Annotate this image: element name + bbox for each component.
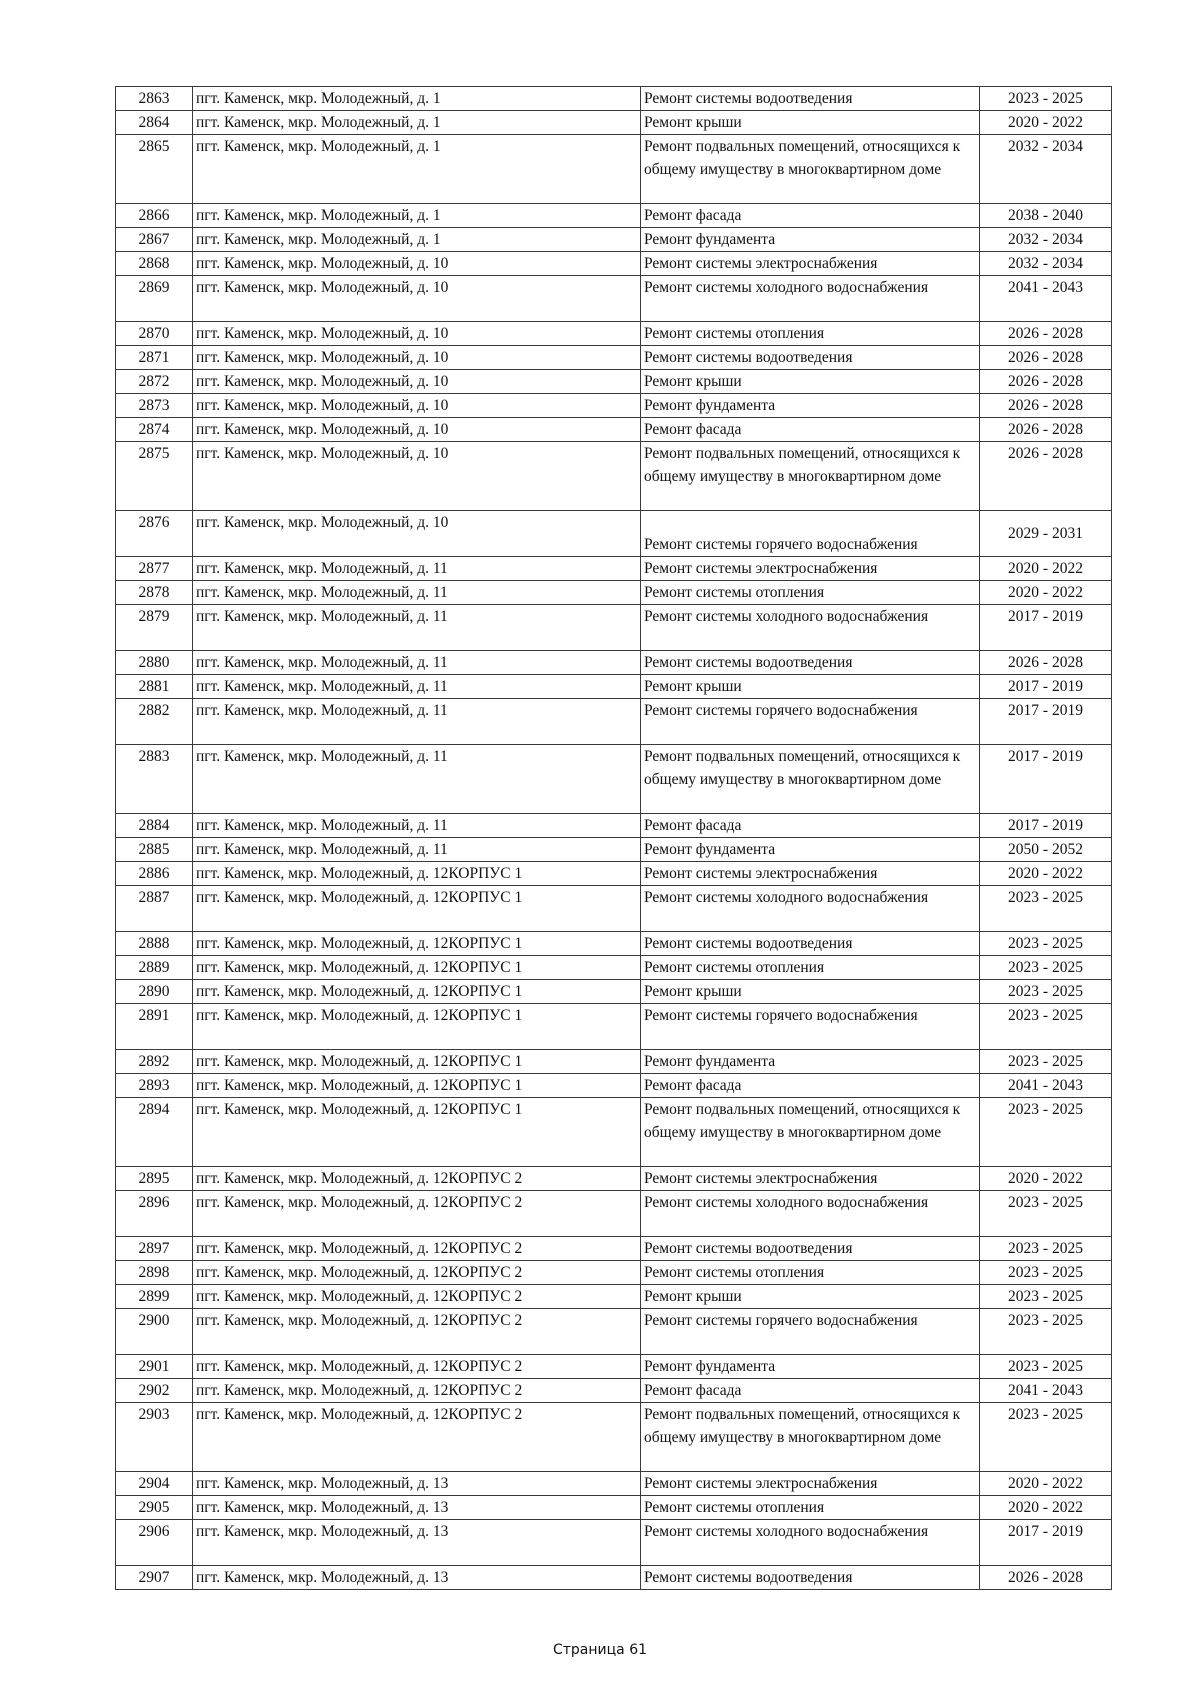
- address-cell: пгт. Каменск, мкр. Молодежный, д. 10: [193, 322, 641, 346]
- row-number-cell: 2901: [116, 1355, 193, 1379]
- address-cell: пгт. Каменск, мкр. Молодежный, д. 12КОРПУС 1: [193, 862, 641, 886]
- work-type-cell: Ремонт фундамента: [641, 1050, 980, 1074]
- period-cell: 2020 - 2022: [980, 581, 1112, 605]
- address-cell: пгт. Каменск, мкр. Молодежный, д. 12КОРПУС 1: [193, 1004, 641, 1050]
- table-row: [116, 1237, 1112, 1261]
- table-row: [116, 1285, 1112, 1309]
- address-cell: пгт. Каменск, мкр. Молодежный, д. 1: [193, 111, 641, 135]
- period-cell: 2023 - 2025: [980, 1237, 1112, 1261]
- table-row: [116, 745, 1112, 814]
- address-cell: пгт. Каменск, мкр. Молодежный, д. 12КОРПУС 2: [193, 1261, 641, 1285]
- work-type-cell: Ремонт системы отопления: [641, 1261, 980, 1285]
- work-type-cell: Ремонт системы холодного водоснабжения: [641, 605, 980, 651]
- address-cell: пгт. Каменск, мкр. Молодежный, д. 10: [193, 252, 641, 276]
- period-cell: 2017 - 2019: [980, 1520, 1112, 1566]
- address-cell: пгт. Каменск, мкр. Молодежный, д. 12КОРПУС 1: [193, 932, 641, 956]
- work-type-cell: Ремонт системы электроснабжения: [641, 862, 980, 886]
- work-type-cell: Ремонт подвальных помещений, относящихся к общему имуществу в многоквартирном доме: [641, 1403, 980, 1472]
- table-row: [116, 511, 1112, 557]
- work-type-cell: Ремонт системы холодного водоснабжения: [641, 1191, 980, 1237]
- period-cell: 2023 - 2025: [980, 956, 1112, 980]
- row-number-cell: 2864: [116, 111, 193, 135]
- table-row: [116, 87, 1112, 111]
- work-type-cell: Ремонт подвальных помещений, относящихся к общему имуществу в многоквартирном доме: [641, 745, 980, 814]
- row-number-cell: 2907: [116, 1566, 193, 1590]
- work-type-cell: Ремонт системы электроснабжения: [641, 557, 980, 581]
- work-type-cell: Ремонт системы горячего водоснабжения: [641, 699, 980, 745]
- work-type-cell: Ремонт системы холодного водоснабжения: [641, 886, 980, 932]
- work-type-cell: Ремонт фасада: [641, 418, 980, 442]
- address-cell: пгт. Каменск, мкр. Молодежный, д. 12КОРПУС 1: [193, 980, 641, 1004]
- work-type-cell: Ремонт системы водоотведения: [641, 87, 980, 111]
- table-row: [116, 1309, 1112, 1355]
- row-number-cell: 2870: [116, 322, 193, 346]
- address-cell: пгт. Каменск, мкр. Молодежный, д. 10: [193, 394, 641, 418]
- address-cell: пгт. Каменск, мкр. Молодежный, д. 10: [193, 511, 641, 557]
- row-number-cell: 2890: [116, 980, 193, 1004]
- work-type-cell: Ремонт подвальных помещений, относящихся к общему имуществу в многоквартирном доме: [641, 1098, 980, 1167]
- row-number-cell: 2869: [116, 276, 193, 322]
- work-type-cell: Ремонт фундамента: [641, 838, 980, 862]
- row-number-cell: 2893: [116, 1074, 193, 1098]
- address-cell: пгт. Каменск, мкр. Молодежный, д. 1: [193, 87, 641, 111]
- address-cell: пгт. Каменск, мкр. Молодежный, д. 12КОРПУС 2: [193, 1403, 641, 1472]
- address-cell: пгт. Каменск, мкр. Молодежный, д. 12КОРПУС 1: [193, 1050, 641, 1074]
- work-type-cell: Ремонт системы отопления: [641, 956, 980, 980]
- work-type-cell: Ремонт подвальных помещений, относящихся к общему имуществу в многоквартирном доме: [641, 442, 980, 511]
- row-number-cell: 2894: [116, 1098, 193, 1167]
- period-cell: 2023 - 2025: [980, 1403, 1112, 1472]
- address-cell: пгт. Каменск, мкр. Молодежный, д. 12КОРПУС 2: [193, 1379, 641, 1403]
- work-type-cell: Ремонт системы холодного водоснабжения: [641, 1520, 980, 1566]
- table-row: [116, 442, 1112, 511]
- table-row: [116, 1566, 1112, 1590]
- table-row: [116, 111, 1112, 135]
- address-cell: пгт. Каменск, мкр. Молодежный, д. 10: [193, 346, 641, 370]
- table-row: [116, 394, 1112, 418]
- work-type-cell: Ремонт системы горячего водоснабжения: [641, 1309, 980, 1355]
- period-cell: 2017 - 2019: [980, 605, 1112, 651]
- period-cell: 2026 - 2028: [980, 346, 1112, 370]
- period-cell: 2020 - 2022: [980, 557, 1112, 581]
- work-type-cell: Ремонт системы водоотведения: [641, 1566, 980, 1590]
- table-row: [116, 1403, 1112, 1472]
- period-cell: 2017 - 2019: [980, 745, 1112, 814]
- work-type-cell: Ремонт фундамента: [641, 228, 980, 252]
- period-cell: 2026 - 2028: [980, 322, 1112, 346]
- row-number-cell: 2899: [116, 1285, 193, 1309]
- period-cell: 2023 - 2025: [980, 1355, 1112, 1379]
- table-row: [116, 252, 1112, 276]
- address-cell: пгт. Каменск, мкр. Молодежный, д. 11: [193, 581, 641, 605]
- address-cell: пгт. Каменск, мкр. Молодежный, д. 12КОРПУС 2: [193, 1191, 641, 1237]
- period-cell: 2020 - 2022: [980, 111, 1112, 135]
- address-cell: пгт. Каменск, мкр. Молодежный, д. 11: [193, 745, 641, 814]
- table-row: [116, 1167, 1112, 1191]
- table-row: [116, 204, 1112, 228]
- work-type-cell: Ремонт системы электроснабжения: [641, 1167, 980, 1191]
- address-cell: пгт. Каменск, мкр. Молодежный, д. 12КОРПУС 2: [193, 1285, 641, 1309]
- address-cell: пгт. Каменск, мкр. Молодежный, д. 11: [193, 557, 641, 581]
- table-row: [116, 418, 1112, 442]
- row-number-cell: 2888: [116, 932, 193, 956]
- table-row: [116, 1355, 1112, 1379]
- row-number-cell: 2881: [116, 675, 193, 699]
- row-number-cell: 2872: [116, 370, 193, 394]
- address-cell: пгт. Каменск, мкр. Молодежный, д. 13: [193, 1496, 641, 1520]
- row-number-cell: 2898: [116, 1261, 193, 1285]
- period-cell: 2026 - 2028: [980, 370, 1112, 394]
- row-number-cell: 2891: [116, 1004, 193, 1050]
- work-type-cell: Ремонт подвальных помещений, относящихся к общему имуществу в многоквартирном доме: [641, 135, 980, 204]
- address-cell: пгт. Каменск, мкр. Молодежный, д. 12КОРПУС 1: [193, 956, 641, 980]
- work-type-cell: Ремонт системы отопления: [641, 581, 980, 605]
- row-number-cell: 2902: [116, 1379, 193, 1403]
- address-cell: пгт. Каменск, мкр. Молодежный, д. 11: [193, 651, 641, 675]
- work-type-cell: Ремонт системы горячего водоснабжения: [641, 1004, 980, 1050]
- row-number-cell: 2885: [116, 838, 193, 862]
- work-type-cell: Ремонт системы электроснабжения: [641, 1472, 980, 1496]
- period-cell: 2020 - 2022: [980, 862, 1112, 886]
- period-cell: 2023 - 2025: [980, 1098, 1112, 1167]
- table-row: [116, 980, 1112, 1004]
- period-cell: 2032 - 2034: [980, 135, 1112, 204]
- repair-schedule-table: [115, 86, 1112, 1590]
- period-cell: 2032 - 2034: [980, 252, 1112, 276]
- work-type-cell: Ремонт фасада: [641, 1379, 980, 1403]
- period-cell: 2023 - 2025: [980, 932, 1112, 956]
- address-cell: пгт. Каменск, мкр. Молодежный, д. 10: [193, 442, 641, 511]
- table-row: [116, 1191, 1112, 1237]
- table-row: [116, 956, 1112, 980]
- table-row: [116, 1004, 1112, 1050]
- page-number: Страница 61: [552, 1642, 648, 1658]
- work-type-cell: Ремонт крыши: [641, 675, 980, 699]
- work-type-cell: Ремонт системы водоотведения: [641, 1237, 980, 1261]
- address-cell: пгт. Каменск, мкр. Молодежный, д. 13: [193, 1566, 641, 1590]
- table-row: [116, 1074, 1112, 1098]
- period-cell: 2020 - 2022: [980, 1496, 1112, 1520]
- address-cell: пгт. Каменск, мкр. Молодежный, д. 10: [193, 418, 641, 442]
- period-cell: 2023 - 2025: [980, 1285, 1112, 1309]
- period-cell: 2026 - 2028: [980, 394, 1112, 418]
- period-cell: 2041 - 2043: [980, 1074, 1112, 1098]
- row-number-cell: 2895: [116, 1167, 193, 1191]
- address-cell: пгт. Каменск, мкр. Молодежный, д. 12КОРПУС 2: [193, 1237, 641, 1261]
- row-number-cell: 2892: [116, 1050, 193, 1074]
- table-row: [116, 814, 1112, 838]
- period-cell: 2017 - 2019: [980, 675, 1112, 699]
- period-cell: 2017 - 2019: [980, 699, 1112, 745]
- table-row: [116, 1496, 1112, 1520]
- row-number-cell: 2867: [116, 228, 193, 252]
- period-cell: 2026 - 2028: [980, 418, 1112, 442]
- row-number-cell: 2886: [116, 862, 193, 886]
- address-cell: пгт. Каменск, мкр. Молодежный, д. 10: [193, 370, 641, 394]
- table-row: [116, 886, 1112, 932]
- table-row: [116, 1520, 1112, 1566]
- table-row: [116, 699, 1112, 745]
- period-cell: 2023 - 2025: [980, 980, 1112, 1004]
- row-number-cell: 2905: [116, 1496, 193, 1520]
- row-number-cell: 2865: [116, 135, 193, 204]
- address-cell: пгт. Каменск, мкр. Молодежный, д. 12КОРПУС 1: [193, 886, 641, 932]
- row-number-cell: 2878: [116, 581, 193, 605]
- table-row: [116, 1261, 1112, 1285]
- period-cell: 2050 - 2052: [980, 838, 1112, 862]
- work-type-cell: Ремонт фасада: [641, 204, 980, 228]
- period-cell: 2038 - 2040: [980, 204, 1112, 228]
- table-row: [116, 581, 1112, 605]
- period-cell: 2041 - 2043: [980, 276, 1112, 322]
- period-cell: 2023 - 2025: [980, 1050, 1112, 1074]
- row-number-cell: 2882: [116, 699, 193, 745]
- address-cell: пгт. Каменск, мкр. Молодежный, д. 11: [193, 814, 641, 838]
- address-cell: пгт. Каменск, мкр. Молодежный, д. 1: [193, 204, 641, 228]
- address-cell: пгт. Каменск, мкр. Молодежный, д. 1: [193, 135, 641, 204]
- address-cell: пгт. Каменск, мкр. Молодежный, д. 12КОРПУС 1: [193, 1098, 641, 1167]
- work-type-cell: Ремонт системы отопления: [641, 1496, 980, 1520]
- row-number-cell: 2896: [116, 1191, 193, 1237]
- address-cell: пгт. Каменск, мкр. Молодежный, д. 13: [193, 1472, 641, 1496]
- period-cell: 2020 - 2022: [980, 1167, 1112, 1191]
- work-type-cell: Ремонт крыши: [641, 980, 980, 1004]
- period-cell: 2023 - 2025: [980, 1004, 1112, 1050]
- table-row: [116, 862, 1112, 886]
- table-row: [116, 932, 1112, 956]
- work-type-cell: Ремонт крыши: [641, 1285, 980, 1309]
- table-row: [116, 1050, 1112, 1074]
- table-row: [116, 1472, 1112, 1496]
- row-number-cell: 2863: [116, 87, 193, 111]
- period-cell: 2029 - 2031: [980, 511, 1112, 557]
- address-cell: пгт. Каменск, мкр. Молодежный, д. 12КОРПУС 2: [193, 1309, 641, 1355]
- row-number-cell: 2874: [116, 418, 193, 442]
- table-row: [116, 675, 1112, 699]
- table-row: [116, 557, 1112, 581]
- repair-schedule-body: [116, 87, 1112, 1590]
- period-cell: 2023 - 2025: [980, 886, 1112, 932]
- table-row: [116, 135, 1112, 204]
- row-number-cell: 2880: [116, 651, 193, 675]
- work-type-cell: Ремонт фасада: [641, 1074, 980, 1098]
- work-type-cell: Ремонт крыши: [641, 370, 980, 394]
- period-cell: 2023 - 2025: [980, 1261, 1112, 1285]
- row-number-cell: 2897: [116, 1237, 193, 1261]
- address-cell: пгт. Каменск, мкр. Молодежный, д. 13: [193, 1520, 641, 1566]
- row-number-cell: 2876: [116, 511, 193, 557]
- row-number-cell: 2879: [116, 605, 193, 651]
- work-type-cell: Ремонт системы холодного водоснабжения: [641, 276, 980, 322]
- row-number-cell: 2903: [116, 1403, 193, 1472]
- address-cell: пгт. Каменск, мкр. Молодежный, д. 12КОРПУС 1: [193, 1074, 641, 1098]
- work-type-cell: Ремонт системы водоотведения: [641, 651, 980, 675]
- row-number-cell: 2866: [116, 204, 193, 228]
- work-type-cell: Ремонт системы электроснабжения: [641, 252, 980, 276]
- row-number-cell: 2873: [116, 394, 193, 418]
- work-type-cell: Ремонт фундамента: [641, 394, 980, 418]
- address-cell: пгт. Каменск, мкр. Молодежный, д. 11: [193, 675, 641, 699]
- address-cell: пгт. Каменск, мкр. Молодежный, д. 10: [193, 276, 641, 322]
- row-number-cell: 2871: [116, 346, 193, 370]
- row-number-cell: 2889: [116, 956, 193, 980]
- row-number-cell: 2883: [116, 745, 193, 814]
- row-number-cell: 2906: [116, 1520, 193, 1566]
- period-cell: 2032 - 2034: [980, 228, 1112, 252]
- period-cell: 2017 - 2019: [980, 814, 1112, 838]
- table-row: [116, 276, 1112, 322]
- row-number-cell: 2887: [116, 886, 193, 932]
- period-cell: 2026 - 2028: [980, 442, 1112, 511]
- table-row: [116, 838, 1112, 862]
- row-number-cell: 2875: [116, 442, 193, 511]
- row-number-cell: 2868: [116, 252, 193, 276]
- row-number-cell: 2884: [116, 814, 193, 838]
- table-row: [116, 322, 1112, 346]
- work-type-cell: Ремонт системы отопления: [641, 322, 980, 346]
- table-row: [116, 370, 1112, 394]
- table-row: [116, 651, 1112, 675]
- table-row: [116, 228, 1112, 252]
- address-cell: пгт. Каменск, мкр. Молодежный, д. 12КОРПУС 2: [193, 1167, 641, 1191]
- address-cell: пгт. Каменск, мкр. Молодежный, д. 11: [193, 699, 641, 745]
- table-row: [116, 605, 1112, 651]
- address-cell: пгт. Каменск, мкр. Молодежный, д. 11: [193, 605, 641, 651]
- work-type-cell: Ремонт крыши: [641, 111, 980, 135]
- period-cell: 2020 - 2022: [980, 1472, 1112, 1496]
- period-cell: 2026 - 2028: [980, 1566, 1112, 1590]
- row-number-cell: 2904: [116, 1472, 193, 1496]
- address-cell: пгт. Каменск, мкр. Молодежный, д. 11: [193, 838, 641, 862]
- table-row: [116, 1379, 1112, 1403]
- period-cell: 2041 - 2043: [980, 1379, 1112, 1403]
- work-type-cell: Ремонт системы горячего водоснабжения: [641, 511, 980, 557]
- work-type-cell: Ремонт фасада: [641, 814, 980, 838]
- table-row: [116, 346, 1112, 370]
- period-cell: 2023 - 2025: [980, 87, 1112, 111]
- work-type-cell: Ремонт системы водоотведения: [641, 346, 980, 370]
- address-cell: пгт. Каменск, мкр. Молодежный, д. 1: [193, 228, 641, 252]
- work-type-cell: Ремонт системы водоотведения: [641, 932, 980, 956]
- period-cell: 2026 - 2028: [980, 651, 1112, 675]
- period-cell: 2023 - 2025: [980, 1191, 1112, 1237]
- address-cell: пгт. Каменск, мкр. Молодежный, д. 12КОРПУС 2: [193, 1355, 641, 1379]
- work-type-cell: Ремонт фундамента: [641, 1355, 980, 1379]
- row-number-cell: 2877: [116, 557, 193, 581]
- period-cell: 2023 - 2025: [980, 1309, 1112, 1355]
- row-number-cell: 2900: [116, 1309, 193, 1355]
- table-row: [116, 1098, 1112, 1167]
